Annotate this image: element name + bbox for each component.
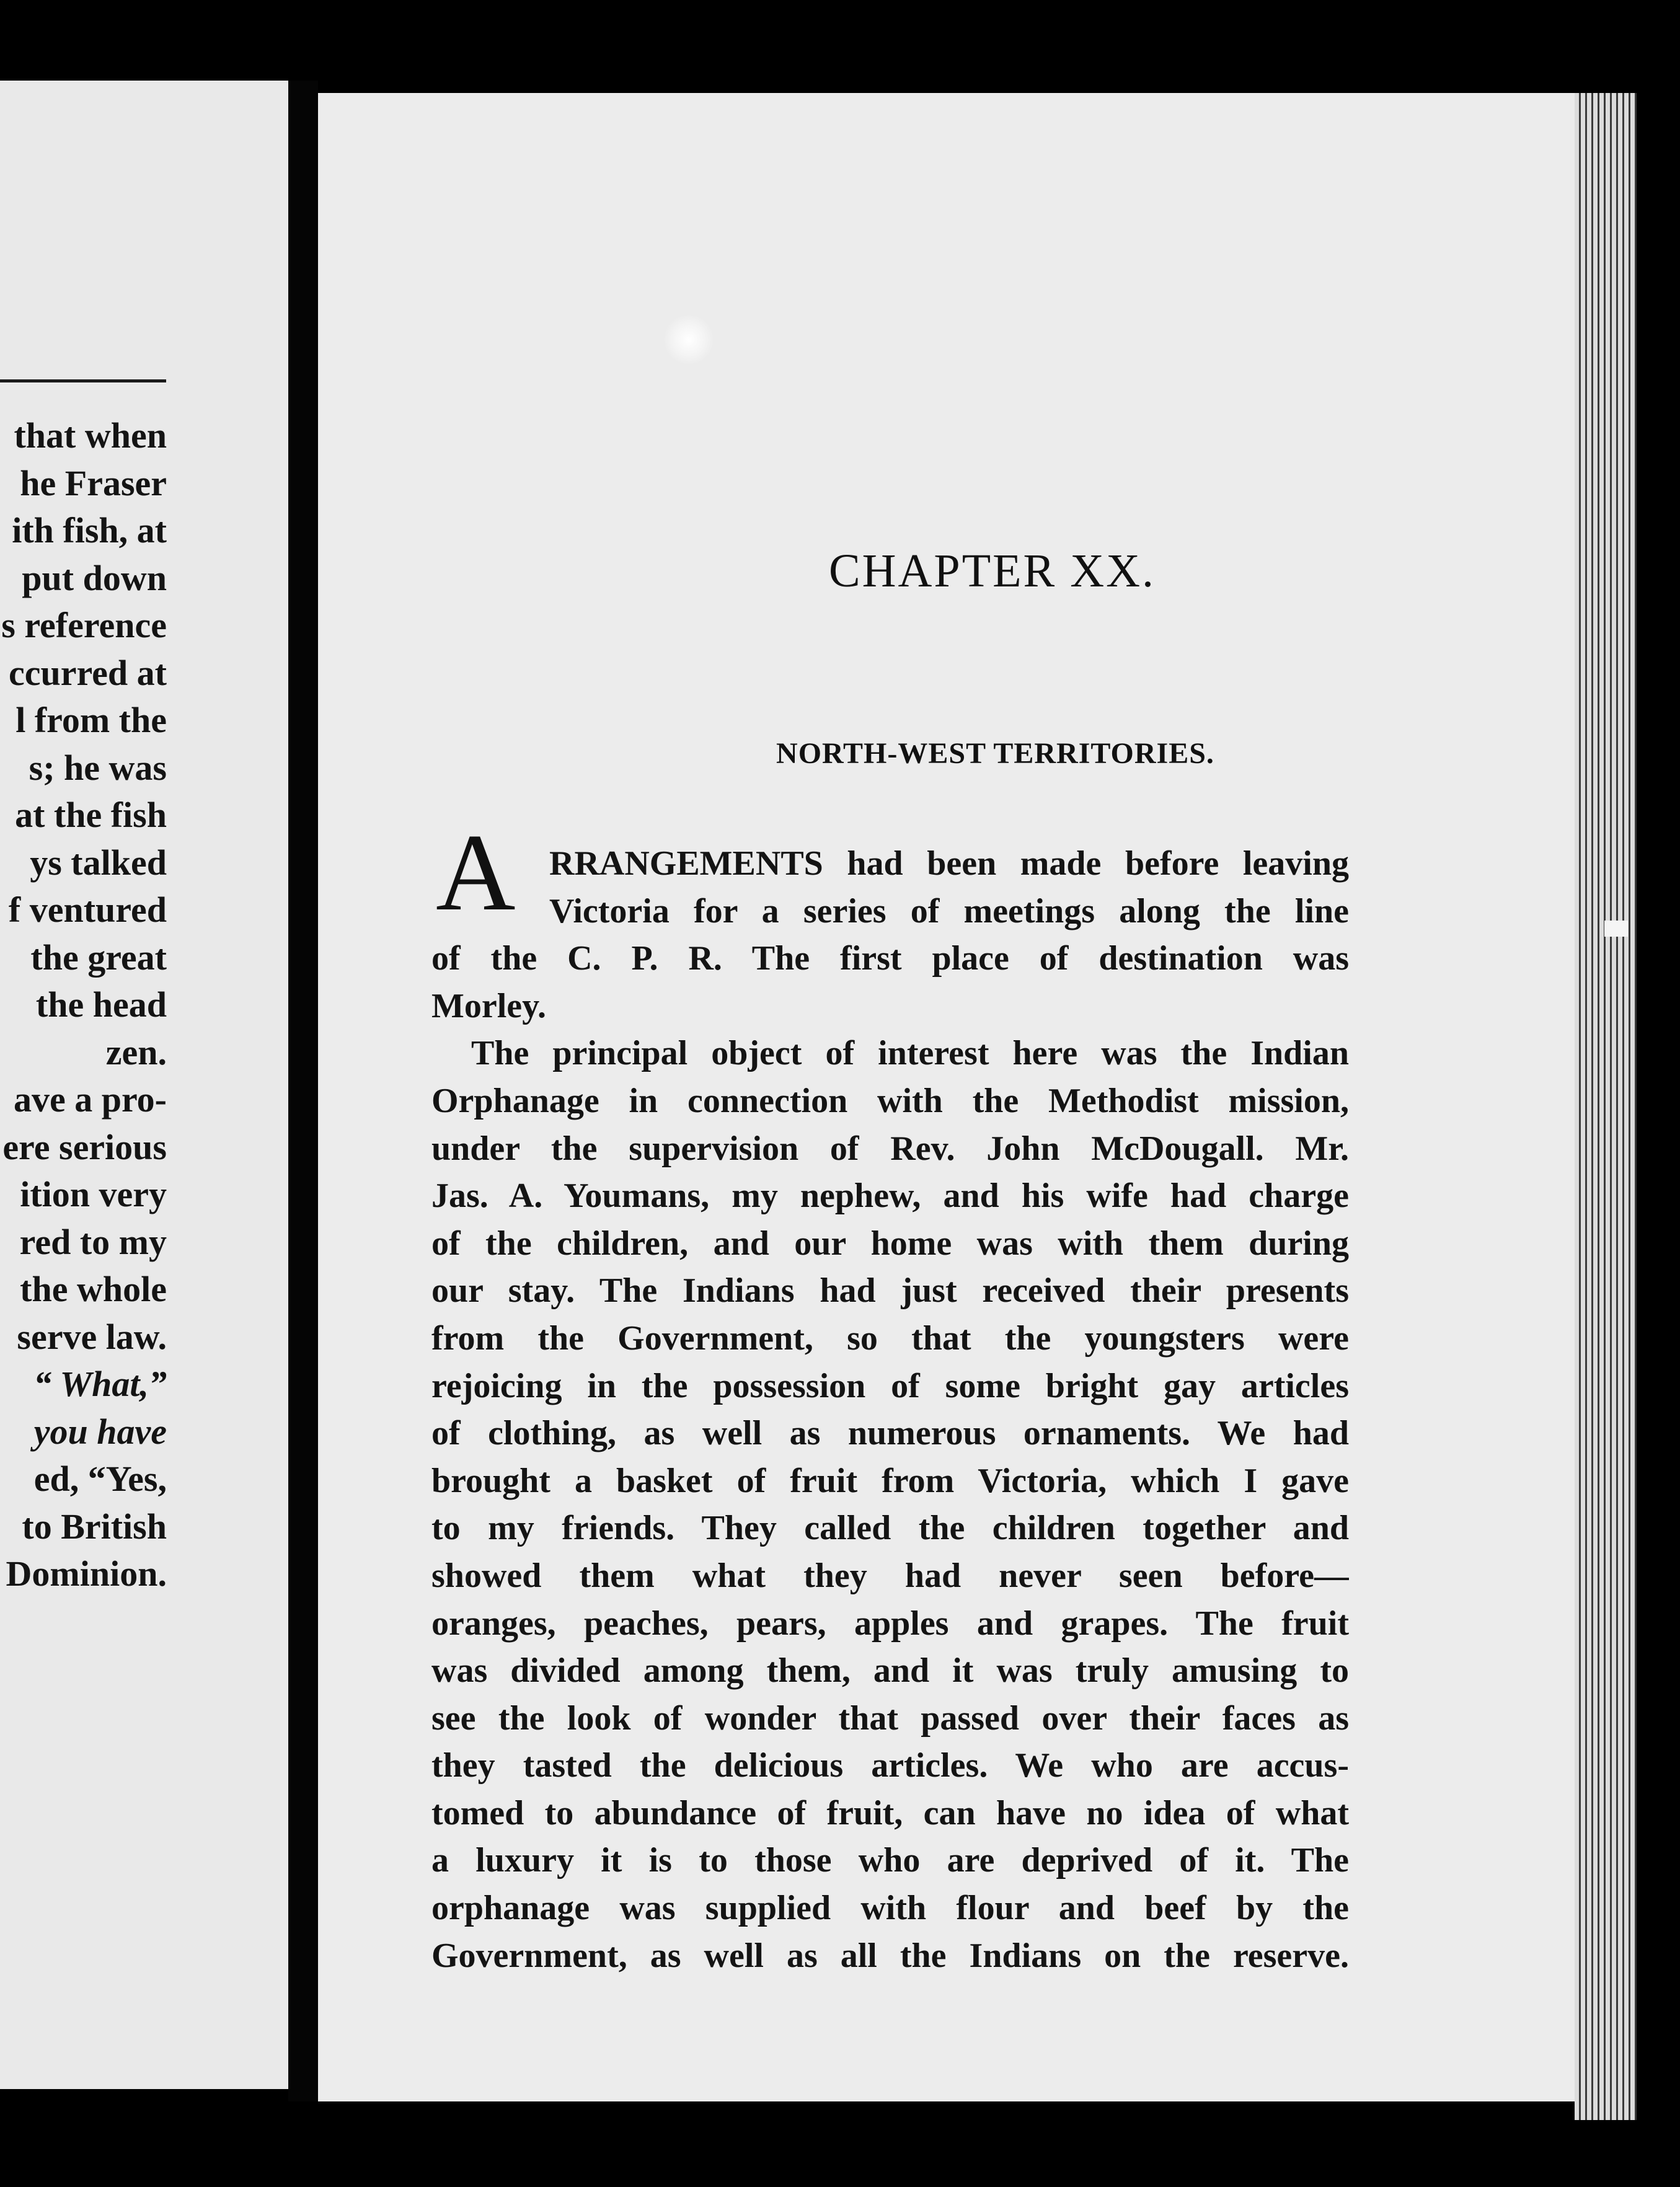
left-line: ave a pro- xyxy=(13,1079,167,1120)
book-gutter xyxy=(288,81,318,2101)
body-line: Government, as well as all the Indians on the reserve. xyxy=(431,1936,1349,1975)
body-line: Victoria for a series of meetings along the line xyxy=(549,891,1349,930)
left-line: put down xyxy=(22,557,167,598)
left-line: ith fish, at xyxy=(12,510,167,550)
chapter-body-text xyxy=(431,840,1349,1979)
body-line: oranges, peaches, pears, apples and grapes. The fruit xyxy=(431,1604,1349,1643)
right-main-page xyxy=(318,93,1580,2101)
body-line: orphanage was supplied with flour and beef by the xyxy=(431,1889,1349,1928)
body-line: to my friends. They called the children together and xyxy=(431,1509,1349,1548)
body-line: of the children, and our home was with them during xyxy=(431,1224,1349,1263)
body-line: Orphanage in connection with the Methodist mission, xyxy=(431,1081,1349,1120)
left-line: red to my xyxy=(19,1221,167,1262)
left-line: ere serious xyxy=(2,1126,167,1167)
left-line: the head xyxy=(35,984,167,1025)
body-line: a luxury it is to those who are deprived of it. The xyxy=(431,1841,1349,1880)
left-line: s; he was xyxy=(29,747,167,788)
left-line: f ventured xyxy=(8,890,167,930)
paper-blemish xyxy=(664,315,714,365)
body-line: our stay. The Indians had just received their presents xyxy=(431,1271,1349,1310)
body-line: showed them what they had never seen before— xyxy=(431,1556,1349,1595)
drop-cap-letter: A xyxy=(436,811,516,934)
left-line: he Fraser xyxy=(20,462,167,503)
body-line: The principal object of interest here was the Indian xyxy=(471,1034,1349,1073)
body-line: of the C. P. R. The first place of destination was xyxy=(431,939,1349,978)
body-line: see the look of wonder that passed over their faces as xyxy=(431,1699,1349,1738)
left-line: Dominion. xyxy=(6,1553,167,1594)
left-line: to British xyxy=(22,1506,167,1547)
left-line: ys talked xyxy=(30,842,167,883)
left-line: s reference xyxy=(1,605,167,645)
body-line: under the supervision of Rev. John McDougall. Mr. xyxy=(431,1129,1349,1168)
left-page-text xyxy=(1,412,167,1598)
page-marker xyxy=(1604,921,1628,937)
body-line: Morley. xyxy=(431,986,547,1025)
left-line: “ What,” xyxy=(33,1364,167,1404)
left-line: the whole xyxy=(20,1269,167,1309)
body-line: was divided among them, and it was truly amusing to xyxy=(431,1651,1349,1690)
section-title: NORTH-WEST TERRITORIES. xyxy=(776,737,1214,770)
opening-line: RRANGEMENTS had been made before leaving xyxy=(549,844,1349,883)
left-line: l from the xyxy=(15,700,167,740)
body-line: Jas. A. Youmans, my nephew, and his wife had charge xyxy=(431,1177,1349,1216)
chapter-title: CHAPTER XX. xyxy=(828,545,1156,597)
body-line: brought a basket of fruit from Victoria, which I gave xyxy=(431,1461,1349,1500)
left-line: you have xyxy=(33,1411,167,1452)
left-line: serve law. xyxy=(17,1316,167,1357)
body-line: they tasted the delicious articles. We who are accus- xyxy=(431,1746,1349,1785)
body-line: tomed to abundance of fruit, can have no idea of what xyxy=(431,1793,1349,1832)
left-line: that when xyxy=(14,415,167,456)
left-line: the great xyxy=(30,937,167,978)
left-line: at the fish xyxy=(15,795,167,835)
body-line: from the Government, so that the youngsters were xyxy=(431,1319,1349,1358)
left-facing-page xyxy=(0,81,288,2089)
section-rule xyxy=(0,379,166,382)
body-line: of clothing, as well as numerous ornaments. We had xyxy=(431,1414,1349,1453)
page-edges xyxy=(1575,93,1637,2120)
left-line: ed, “Yes, xyxy=(33,1459,167,1499)
body-line: rejoicing in the possession of some bright gay articles xyxy=(431,1366,1349,1405)
left-line: zen. xyxy=(105,1032,167,1072)
left-line: ccurred at xyxy=(9,652,167,693)
left-line: ition very xyxy=(20,1174,167,1214)
